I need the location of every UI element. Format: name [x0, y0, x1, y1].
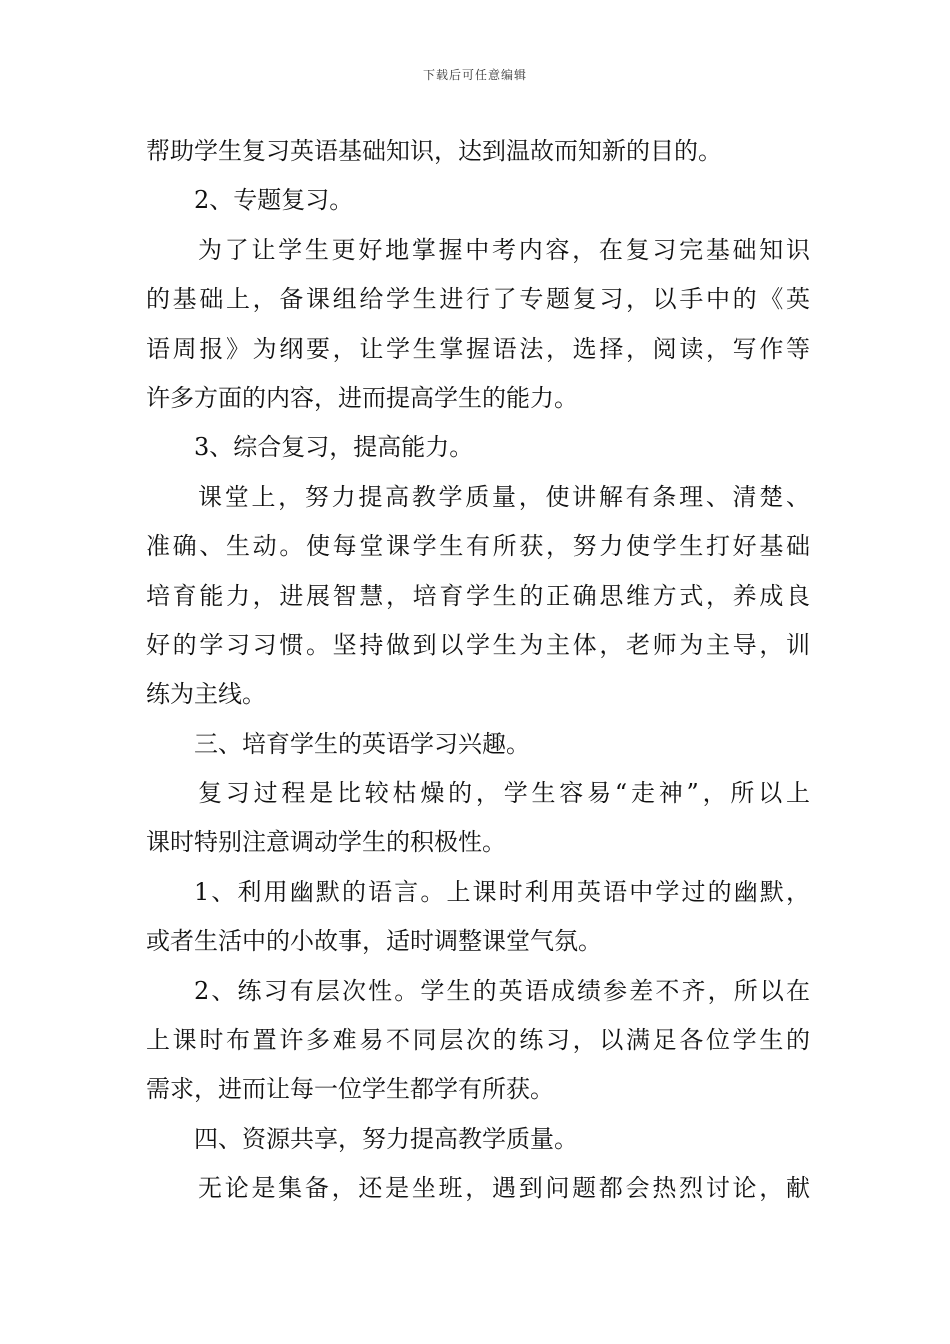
text-line: 或者生活中的小故事，适时调整课堂气氛。 — [146, 927, 602, 956]
text-line: 好的学习习惯。坚持做到以学生为主体，老师为主导，训 — [146, 630, 810, 659]
text-line: 准确、生动。使每堂课学生有所获，努力使学生打好基础 — [146, 532, 810, 561]
section-heading: 四、资源共享，努力提高教学质量。 — [194, 1124, 578, 1153]
text-line: 练为主线。 — [146, 680, 266, 709]
page-header: 下载后可任意编辑 — [422, 68, 527, 82]
section-heading: 3、综合复习，提高能力。 — [194, 433, 474, 462]
text-line: 课堂上，努力提高教学质量，使讲解有条理、清楚、 — [198, 482, 810, 511]
text-line: 的基础上，备课组给学生进行了专题复习，以手中的《英 — [146, 285, 810, 314]
text-line: 上课时布置许多难易不同层次的练习，以满足各位学生的 — [146, 1026, 810, 1055]
text-line: 为了让学生更好地掌握中考内容，在复习完基础知识 — [198, 235, 810, 264]
text-line: 课时特别注意调动学生的积极性。 — [146, 828, 506, 857]
text-line: 无论是集备，还是坐班，遇到问题都会热烈讨论，献 — [198, 1174, 810, 1203]
text-line: 语周报》为纲要，让学生掌握语法，选择，阅读，写作等 — [146, 334, 810, 363]
text-line: 需求，进而让每一位学生都学有所获。 — [146, 1075, 554, 1104]
text-line: 1、利用幽默的语言。上课时利用英语中学过的幽默， — [194, 877, 810, 906]
text-line: 2、练习有层次性。学生的英语成绩参差不齐，所以在 — [194, 976, 810, 1005]
text-line: 培育能力，进展智慧，培育学生的正确思维方式，养成良 — [146, 581, 810, 610]
text-line: 帮助学生复习英语基础知识，达到温故而知新的目的。 — [146, 137, 722, 165]
text-line: 复习过程是比较枯燥的，学生容易“走神”，所以上 — [198, 779, 810, 808]
section-heading: 三、培育学生的英语学习兴趣。 — [194, 729, 530, 758]
document-body — [146, 127, 810, 1214]
text-line: 许多方面的内容，进而提高学生的能力。 — [146, 383, 578, 412]
section-heading: 2、专题复习。 — [194, 186, 354, 215]
